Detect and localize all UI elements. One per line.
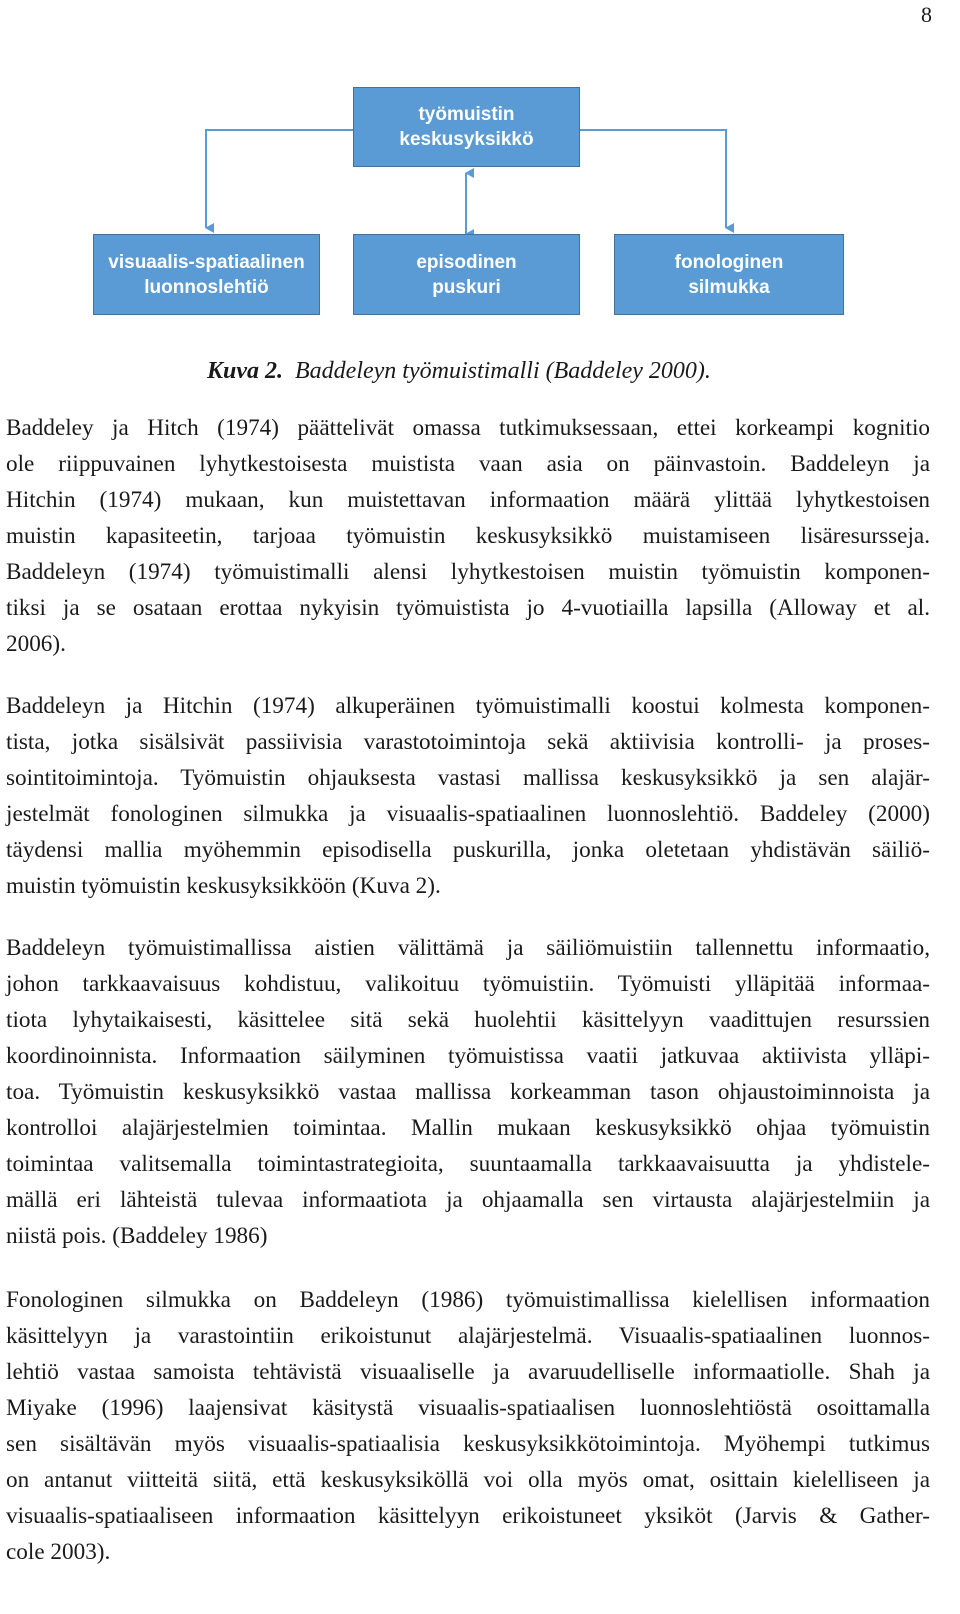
text-line: ole riippuvainen lyhytkestoisesta muistista vaan asia on päinvastoin. Baddeleyn ja <box>6 451 930 477</box>
paragraph-4 <box>6 1282 930 1570</box>
episodic-buffer-box <box>353 234 580 315</box>
text-line: 2006). <box>6 631 66 657</box>
caption-label: Kuva 2. <box>207 358 284 384</box>
text-line: tista, jotka sisälsivät passiivisia varastotoimintoja sekä aktiivisia kontrolli- ja proses- <box>6 729 930 755</box>
text-line: Miyake (1996) laajensivat käsitystä visuaalis-spatiaalisen luonnoslehtiöstä osoittamalla <box>6 1395 930 1421</box>
paragraph-1 <box>6 410 930 662</box>
text-line: täydensi mallia myöhemmin episodisella puskurilla, jonka oletetaan yhdistävän säiliö- <box>6 837 930 863</box>
text-line: Baddeley ja Hitch (1974) päättelivät omassa tutkimuksessaan, ettei korkeampi kognitio <box>6 415 930 441</box>
text-line: toa. Työmuistin keskusyksikkö vastaa mallissa korkeamman tason ohjaustoiminnoista ja <box>6 1079 930 1105</box>
box-label: keskusyksikkö <box>399 129 534 150</box>
text-line: tiksi ja se osataan erottaa nykyisin työmuistista jo 4-vuotiailla lapsilla (Alloway et al. <box>6 595 930 621</box>
text-line: on antanut viitteitä siitä, että keskusyksiköllä voi olla myös omat, osittain kielelliseen ja <box>6 1467 930 1493</box>
box-label: visuaalis-spatiaalinen <box>108 251 305 273</box>
working-memory-diagram <box>0 0 960 340</box>
figure-caption <box>207 358 711 385</box>
text-line: Baddeleyn ja Hitchin (1974) alkuperäinen työmuistimalli koostui kolmesta komponen- <box>6 693 930 719</box>
text-line: sen sisältävän myös visuaalis-spatiaalisia keskusyksikkötoimintoja. Myöhempi tutkimus <box>6 1431 930 1457</box>
page-number: 8 <box>921 2 932 27</box>
text-line: Baddeleyn (1974) työmuistimalli alensi lyhytkestoisen muistin työmuistin komponen- <box>6 559 930 585</box>
box-label: fonologinen <box>674 251 784 273</box>
text-line: visuaalis-spatiaaliseen informaation käsittelyyn erikoistuneet yksiköt (Jarvis & Gather- <box>6 1503 930 1529</box>
box-label: puskuri <box>432 276 501 298</box>
box-label: luonnoslehtiö <box>144 276 269 298</box>
text-line: niistä pois. (Baddeley 1986) <box>6 1223 268 1249</box>
text-line: Hitchin (1974) mukaan, kun muistettavan informaation määrä ylittää lyhytkestoisen <box>6 487 930 513</box>
text-line: tiota lyhytaikaisesti, käsittelee sitä sekä huolehtii käsittelyyn vaadittujen resurssien <box>6 1007 930 1033</box>
text-line: sointitoimintoja. Työmuistin ohjauksesta vastasi mallissa keskusyksikkö ja sen alajär- <box>6 765 930 791</box>
text-line: toimintaa valitsemalla toimintastrategioita, suuntaamalla tarkkaavaisuutta ja yhdistele- <box>6 1151 930 1177</box>
text-line: Fonologinen silmukka on Baddeleyn (1986) työmuistimallissa kielellisen informaation <box>6 1287 930 1313</box>
text-line: käsittelyyn ja varastointiin erikoistunut alajärjestelmä. Visuaalis-spatiaalinen luonnos- <box>6 1323 930 1349</box>
text-line: muistin työmuistin keskusyksikköön (Kuva 2). <box>6 873 441 899</box>
text-line: mällä eri lähteistä tulevaa informaatiota ja ohjaamalla sen virtausta alajärjestelmiin ja <box>6 1187 930 1213</box>
paragraph-3 <box>6 930 930 1254</box>
text-line: muistin kapasiteetin, tarjoaa työmuistin keskusyksikkö muistamiseen lisäresursseja. <box>6 523 930 549</box>
box-label: silmukka <box>688 276 770 298</box>
visuospatial-sketchpad-box <box>93 234 320 315</box>
text-line: koordinoinnista. Informaation säilyminen työmuistissa vaatii jatkuvaa aktiivista ylläpi- <box>6 1043 930 1069</box>
caption-text: Baddeleyn työmuistimalli (Baddeley 2000). <box>295 358 711 384</box>
text-line: johon tarkkaavaisuus kohdistuu, valikoituu työmuistiin. Työmuisti ylläpitää informaa- <box>6 971 930 997</box>
text-line: lehtiö vastaa samoista tehtävistä visuaaliselle ja avaruudelliselle informaatiolle. Shah ja <box>6 1359 930 1385</box>
paragraph-2 <box>6 688 930 904</box>
arrow-to-left-box <box>206 130 353 228</box>
text-line: cole 2003). <box>6 1539 111 1565</box>
central-executive-box <box>353 87 580 167</box>
text-line: Baddeleyn työmuistimallissa aistien välittämä ja säiliömuistiin tallennettu informaatio, <box>6 935 930 961</box>
text-line: kontrolloi alajärjestelmien toimintaa. Mallin mukaan keskusyksikkö ohjaa työmuistin <box>6 1115 930 1141</box>
box-label: työmuistin <box>418 104 515 125</box>
box-label: episodinen <box>416 251 517 273</box>
arrow-to-right-box <box>580 130 726 228</box>
phonological-loop-box <box>614 234 844 315</box>
text-line: jestelmät fonologinen silmukka ja visuaalis-spatiaalinen luonnoslehtiö. Baddeley (2000) <box>6 801 930 827</box>
